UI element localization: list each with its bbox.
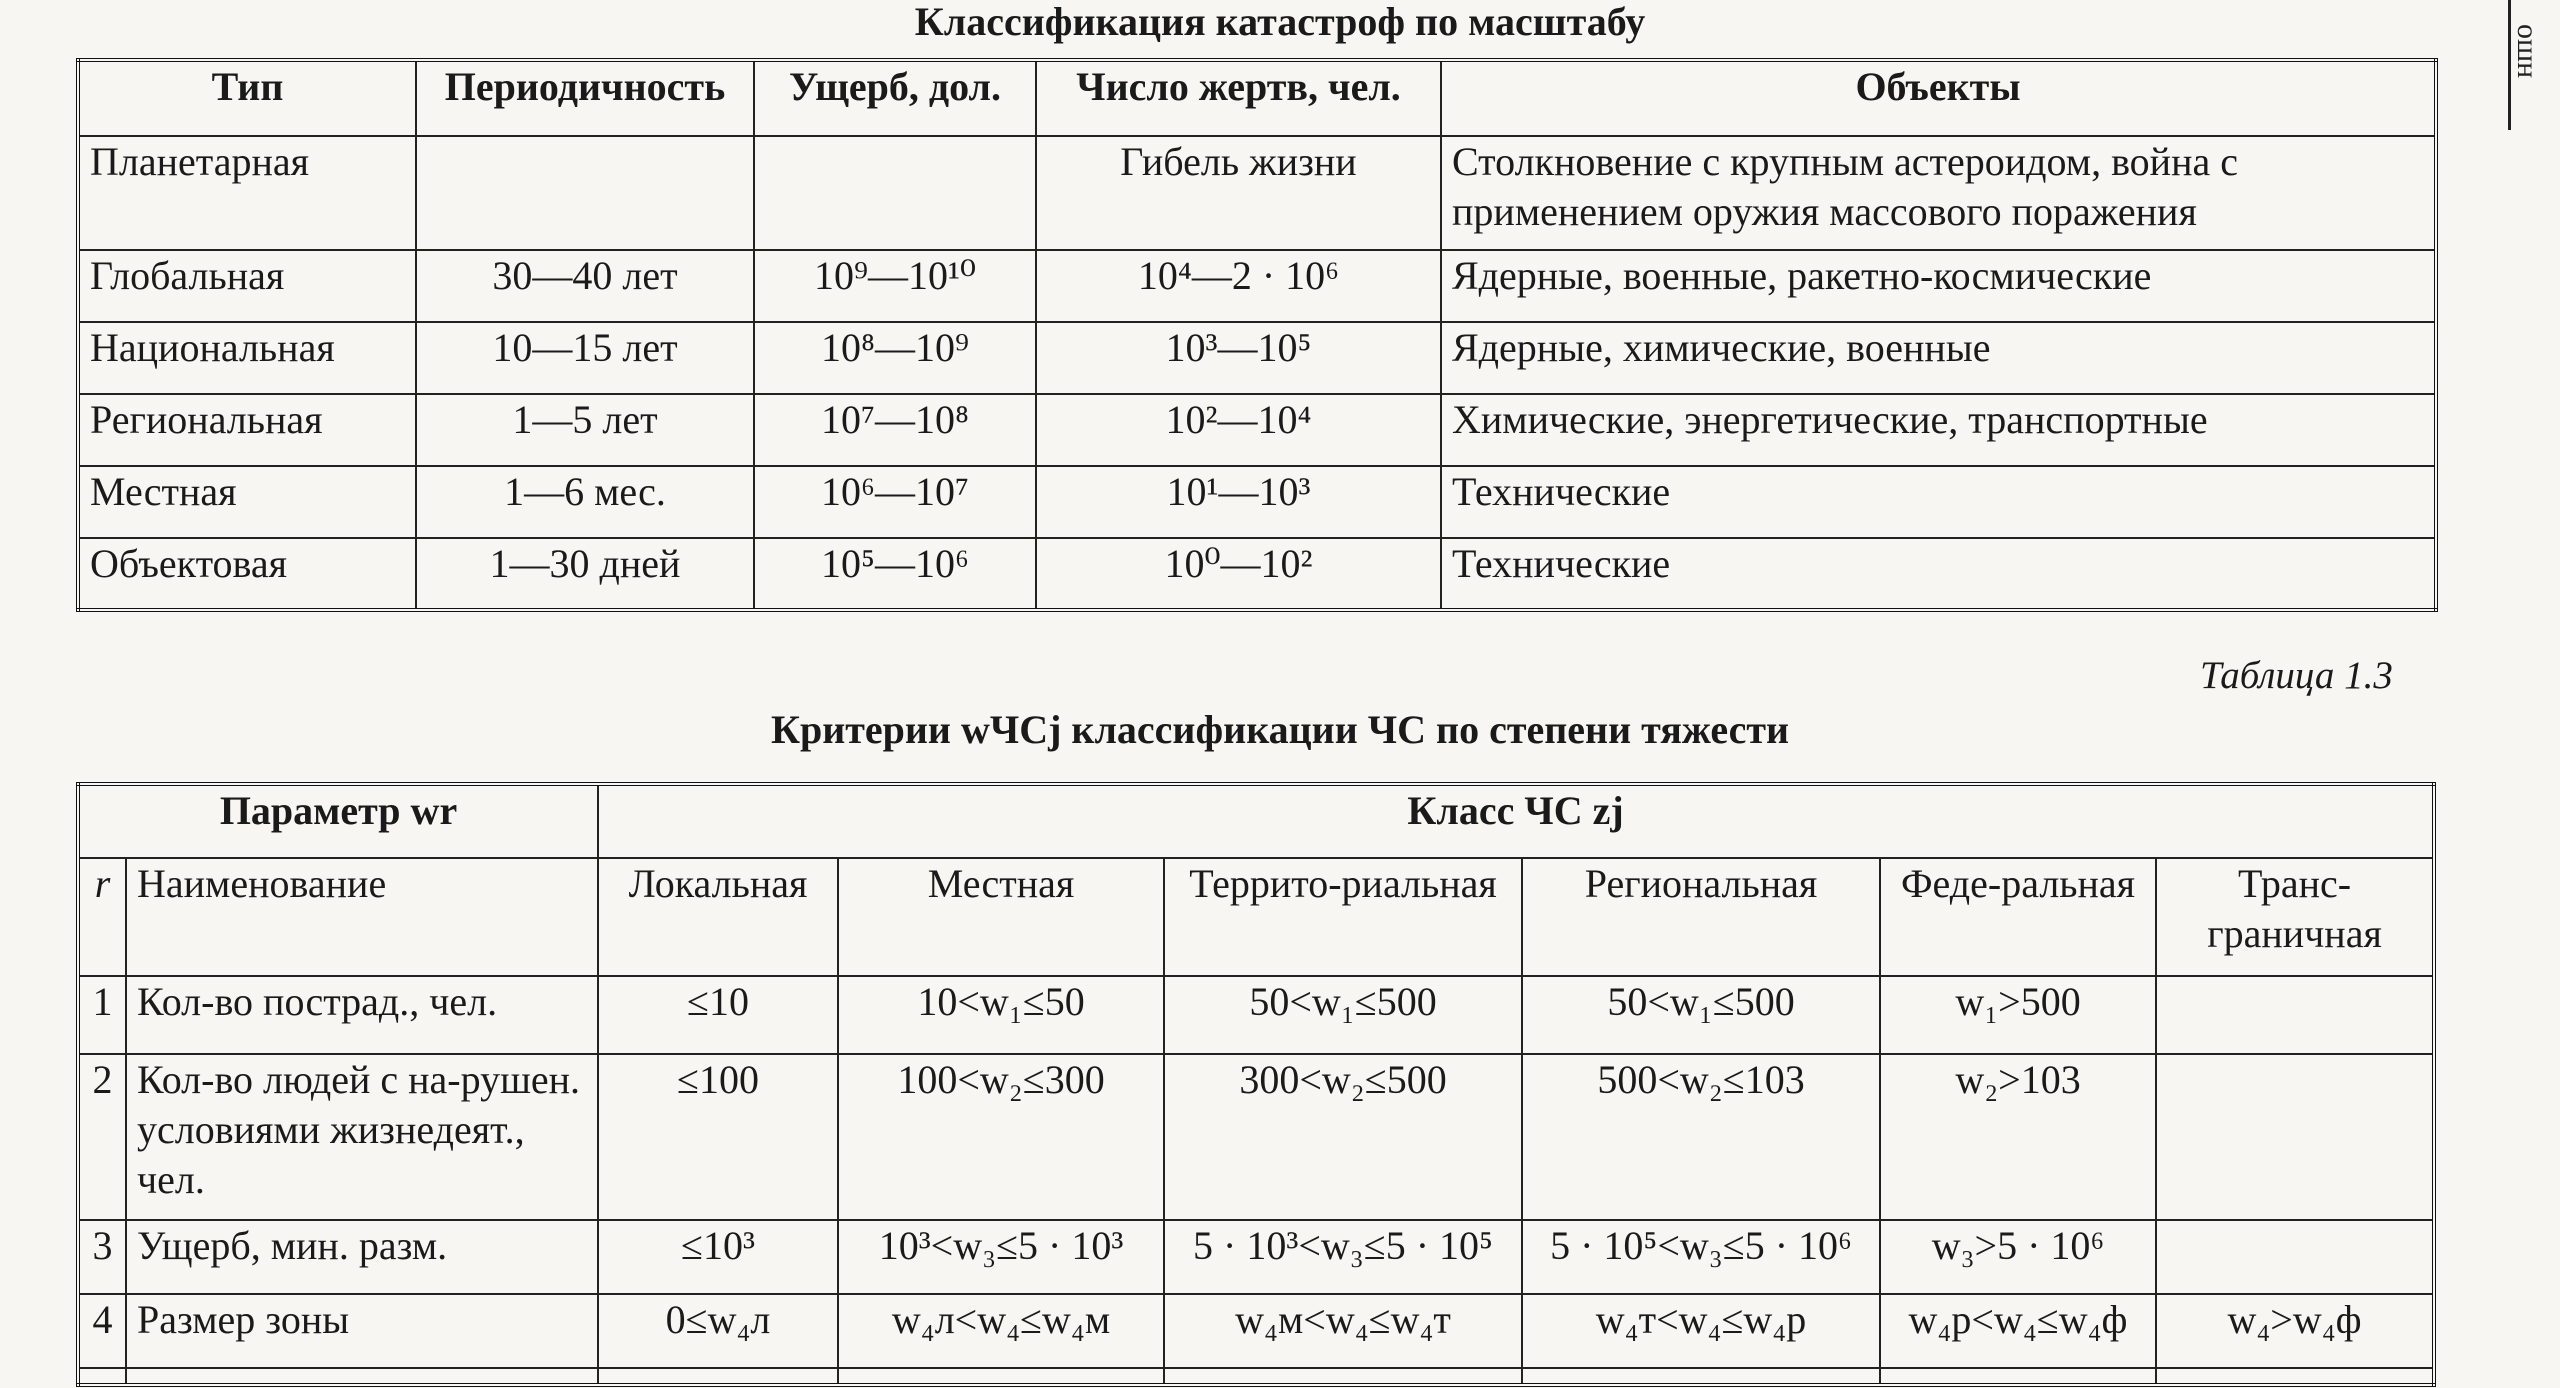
parameter-header: Параметр wr bbox=[78, 784, 598, 858]
class-regional: Региональная bbox=[1522, 858, 1880, 976]
cell-territorial: 5 · 10³<w₃≤5 · 10⁵ bbox=[1164, 1220, 1522, 1294]
cell-victims: 10²—10⁴ bbox=[1036, 394, 1441, 466]
emergency-criteria-table bbox=[76, 782, 2436, 1387]
cell-local: ≤100 bbox=[598, 1054, 838, 1220]
header-damage: Ущерб, дол. bbox=[754, 60, 1036, 136]
cell-local-area: 100<w₂≤300 bbox=[838, 1054, 1164, 1220]
class-header: Класс ЧС zj bbox=[598, 784, 2434, 858]
cell-local: 0≤w₄л bbox=[598, 1294, 838, 1368]
table-row-cut bbox=[78, 1368, 2434, 1385]
table-row bbox=[78, 1220, 2434, 1294]
cell-regional: w₄т<w₄≤w₄р bbox=[1522, 1294, 1880, 1368]
cell-r: 4 bbox=[78, 1294, 126, 1368]
edge-text: ошн bbox=[2511, 24, 2544, 79]
cell-federal: w₁>500 bbox=[1880, 976, 2156, 1054]
cell-transboundary bbox=[2156, 1054, 2434, 1220]
table1-header-row bbox=[78, 60, 2436, 136]
cell-local-area: 10³<w₃≤5 · 10³ bbox=[838, 1220, 1164, 1294]
cell-period: 30—40 лет bbox=[416, 250, 754, 322]
table-row bbox=[78, 1294, 2434, 1368]
header-period: Периодичность bbox=[416, 60, 754, 136]
cell-local: ≤10 bbox=[598, 976, 838, 1054]
cell-victims: 10¹—10³ bbox=[1036, 466, 1441, 538]
table1-title: Классификация катастроф по масштабу bbox=[914, 0, 1646, 44]
table2-subheader-row bbox=[78, 858, 2434, 976]
header-objects: Объекты bbox=[1441, 60, 2436, 136]
cell-victims: 10³—10⁵ bbox=[1036, 322, 1441, 394]
cell-name: Ущерб, мин. разм. bbox=[126, 1220, 598, 1294]
table-row bbox=[78, 1054, 2434, 1220]
cell-type: Национальная bbox=[78, 322, 416, 394]
cell-victims: 10⁴—2 · 10⁶ bbox=[1036, 250, 1441, 322]
cell-period: 10—15 лет bbox=[416, 322, 754, 394]
cell-territorial: w₄м<w₄≤w₄т bbox=[1164, 1294, 1522, 1368]
table-number-label: Таблица 1.3 bbox=[2200, 654, 2393, 697]
cell-federal: w₄р<w₄≤w₄ф bbox=[1880, 1294, 2156, 1368]
cell-regional: 5 · 10⁵<w₃≤5 · 10⁶ bbox=[1522, 1220, 1880, 1294]
table-row bbox=[78, 322, 2436, 394]
class-territorial: Террито-риальная bbox=[1164, 858, 1522, 976]
table2-header-row bbox=[78, 784, 2434, 858]
cell-objects: Технические bbox=[1441, 466, 2436, 538]
cell-r: 3 bbox=[78, 1220, 126, 1294]
cell-local-area: 10<w₁≤50 bbox=[838, 976, 1164, 1054]
cell-federal: w₃>5 · 10⁶ bbox=[1880, 1220, 2156, 1294]
cell-transboundary bbox=[2156, 1220, 2434, 1294]
cell-regional: 500<w₂≤103 bbox=[1522, 1054, 1880, 1220]
cell-type: Региональная bbox=[78, 394, 416, 466]
cell-type: Планетарная bbox=[78, 136, 416, 250]
cell-period: 1—30 дней bbox=[416, 538, 754, 610]
class-federal: Феде-ральная bbox=[1880, 858, 2156, 976]
name-header: Наименование bbox=[126, 858, 598, 976]
cell-period bbox=[416, 136, 754, 250]
cell-period: 1—6 мес. bbox=[416, 466, 754, 538]
cell-type: Глобальная bbox=[78, 250, 416, 322]
table2-title: Критерии wЧСj классификации ЧС по степени тяжести bbox=[770, 707, 1790, 752]
cell-name: Кол-во людей с на-рушен. условиями жизнедеят., чел. bbox=[126, 1054, 598, 1220]
cell-local: ≤10³ bbox=[598, 1220, 838, 1294]
cell-objects: Технические bbox=[1441, 538, 2436, 610]
cell-objects: Столкновение с крупным астероидом, война с применением оружия массового поражения bbox=[1441, 136, 2436, 250]
class-local: Локальная bbox=[598, 858, 838, 976]
cell-local-area: w₄л<w₄≤w₄м bbox=[838, 1294, 1164, 1368]
class-local-area: Местная bbox=[838, 858, 1164, 976]
cell-territorial: 300<w₂≤500 bbox=[1164, 1054, 1522, 1220]
cell-r: 2 bbox=[78, 1054, 126, 1220]
cell-name: Размер зоны bbox=[126, 1294, 598, 1368]
table-row bbox=[78, 466, 2436, 538]
cell-damage bbox=[754, 136, 1036, 250]
cell-damage: 10⁹—10¹⁰ bbox=[754, 250, 1036, 322]
cell-type: Местная bbox=[78, 466, 416, 538]
cell-victims: 10⁰—10² bbox=[1036, 538, 1441, 610]
table-row bbox=[78, 136, 2436, 250]
header-victims: Число жертв, чел. bbox=[1036, 60, 1441, 136]
catastrophe-scale-table bbox=[76, 58, 2438, 612]
cell-objects: Ядерные, военные, ракетно-космические bbox=[1441, 250, 2436, 322]
cell-objects: Химические, энергетические, транспортные bbox=[1441, 394, 2436, 466]
cell-type: Объектовая bbox=[78, 538, 416, 610]
class-transboundary: Транс-граничная bbox=[2156, 858, 2434, 976]
cell-period: 1—5 лет bbox=[416, 394, 754, 466]
cell-damage: 10⁸—10⁹ bbox=[754, 322, 1036, 394]
cell-victims: Гибель жизни bbox=[1036, 136, 1441, 250]
cell-r: 1 bbox=[78, 976, 126, 1054]
table-row bbox=[78, 394, 2436, 466]
cell-damage: 10⁶—10⁷ bbox=[754, 466, 1036, 538]
cell-damage: 10⁵—10⁶ bbox=[754, 538, 1036, 610]
cell-transboundary bbox=[2156, 976, 2434, 1054]
table-row bbox=[78, 976, 2434, 1054]
cell-regional: 50<w₁≤500 bbox=[1522, 976, 1880, 1054]
cell-territorial: 50<w₁≤500 bbox=[1164, 976, 1522, 1054]
cell-transboundary: w₄>w₄ф bbox=[2156, 1294, 2434, 1368]
cell-damage: 10⁷—10⁸ bbox=[754, 394, 1036, 466]
table-row bbox=[78, 538, 2436, 610]
cell-federal: w₂>103 bbox=[1880, 1054, 2156, 1220]
cell-objects: Ядерные, химические, военные bbox=[1441, 322, 2436, 394]
r-header: r bbox=[78, 858, 126, 976]
table-row bbox=[78, 250, 2436, 322]
cell-name: Кол-во пострад., чел. bbox=[126, 976, 598, 1054]
header-type: Тип bbox=[78, 60, 416, 136]
